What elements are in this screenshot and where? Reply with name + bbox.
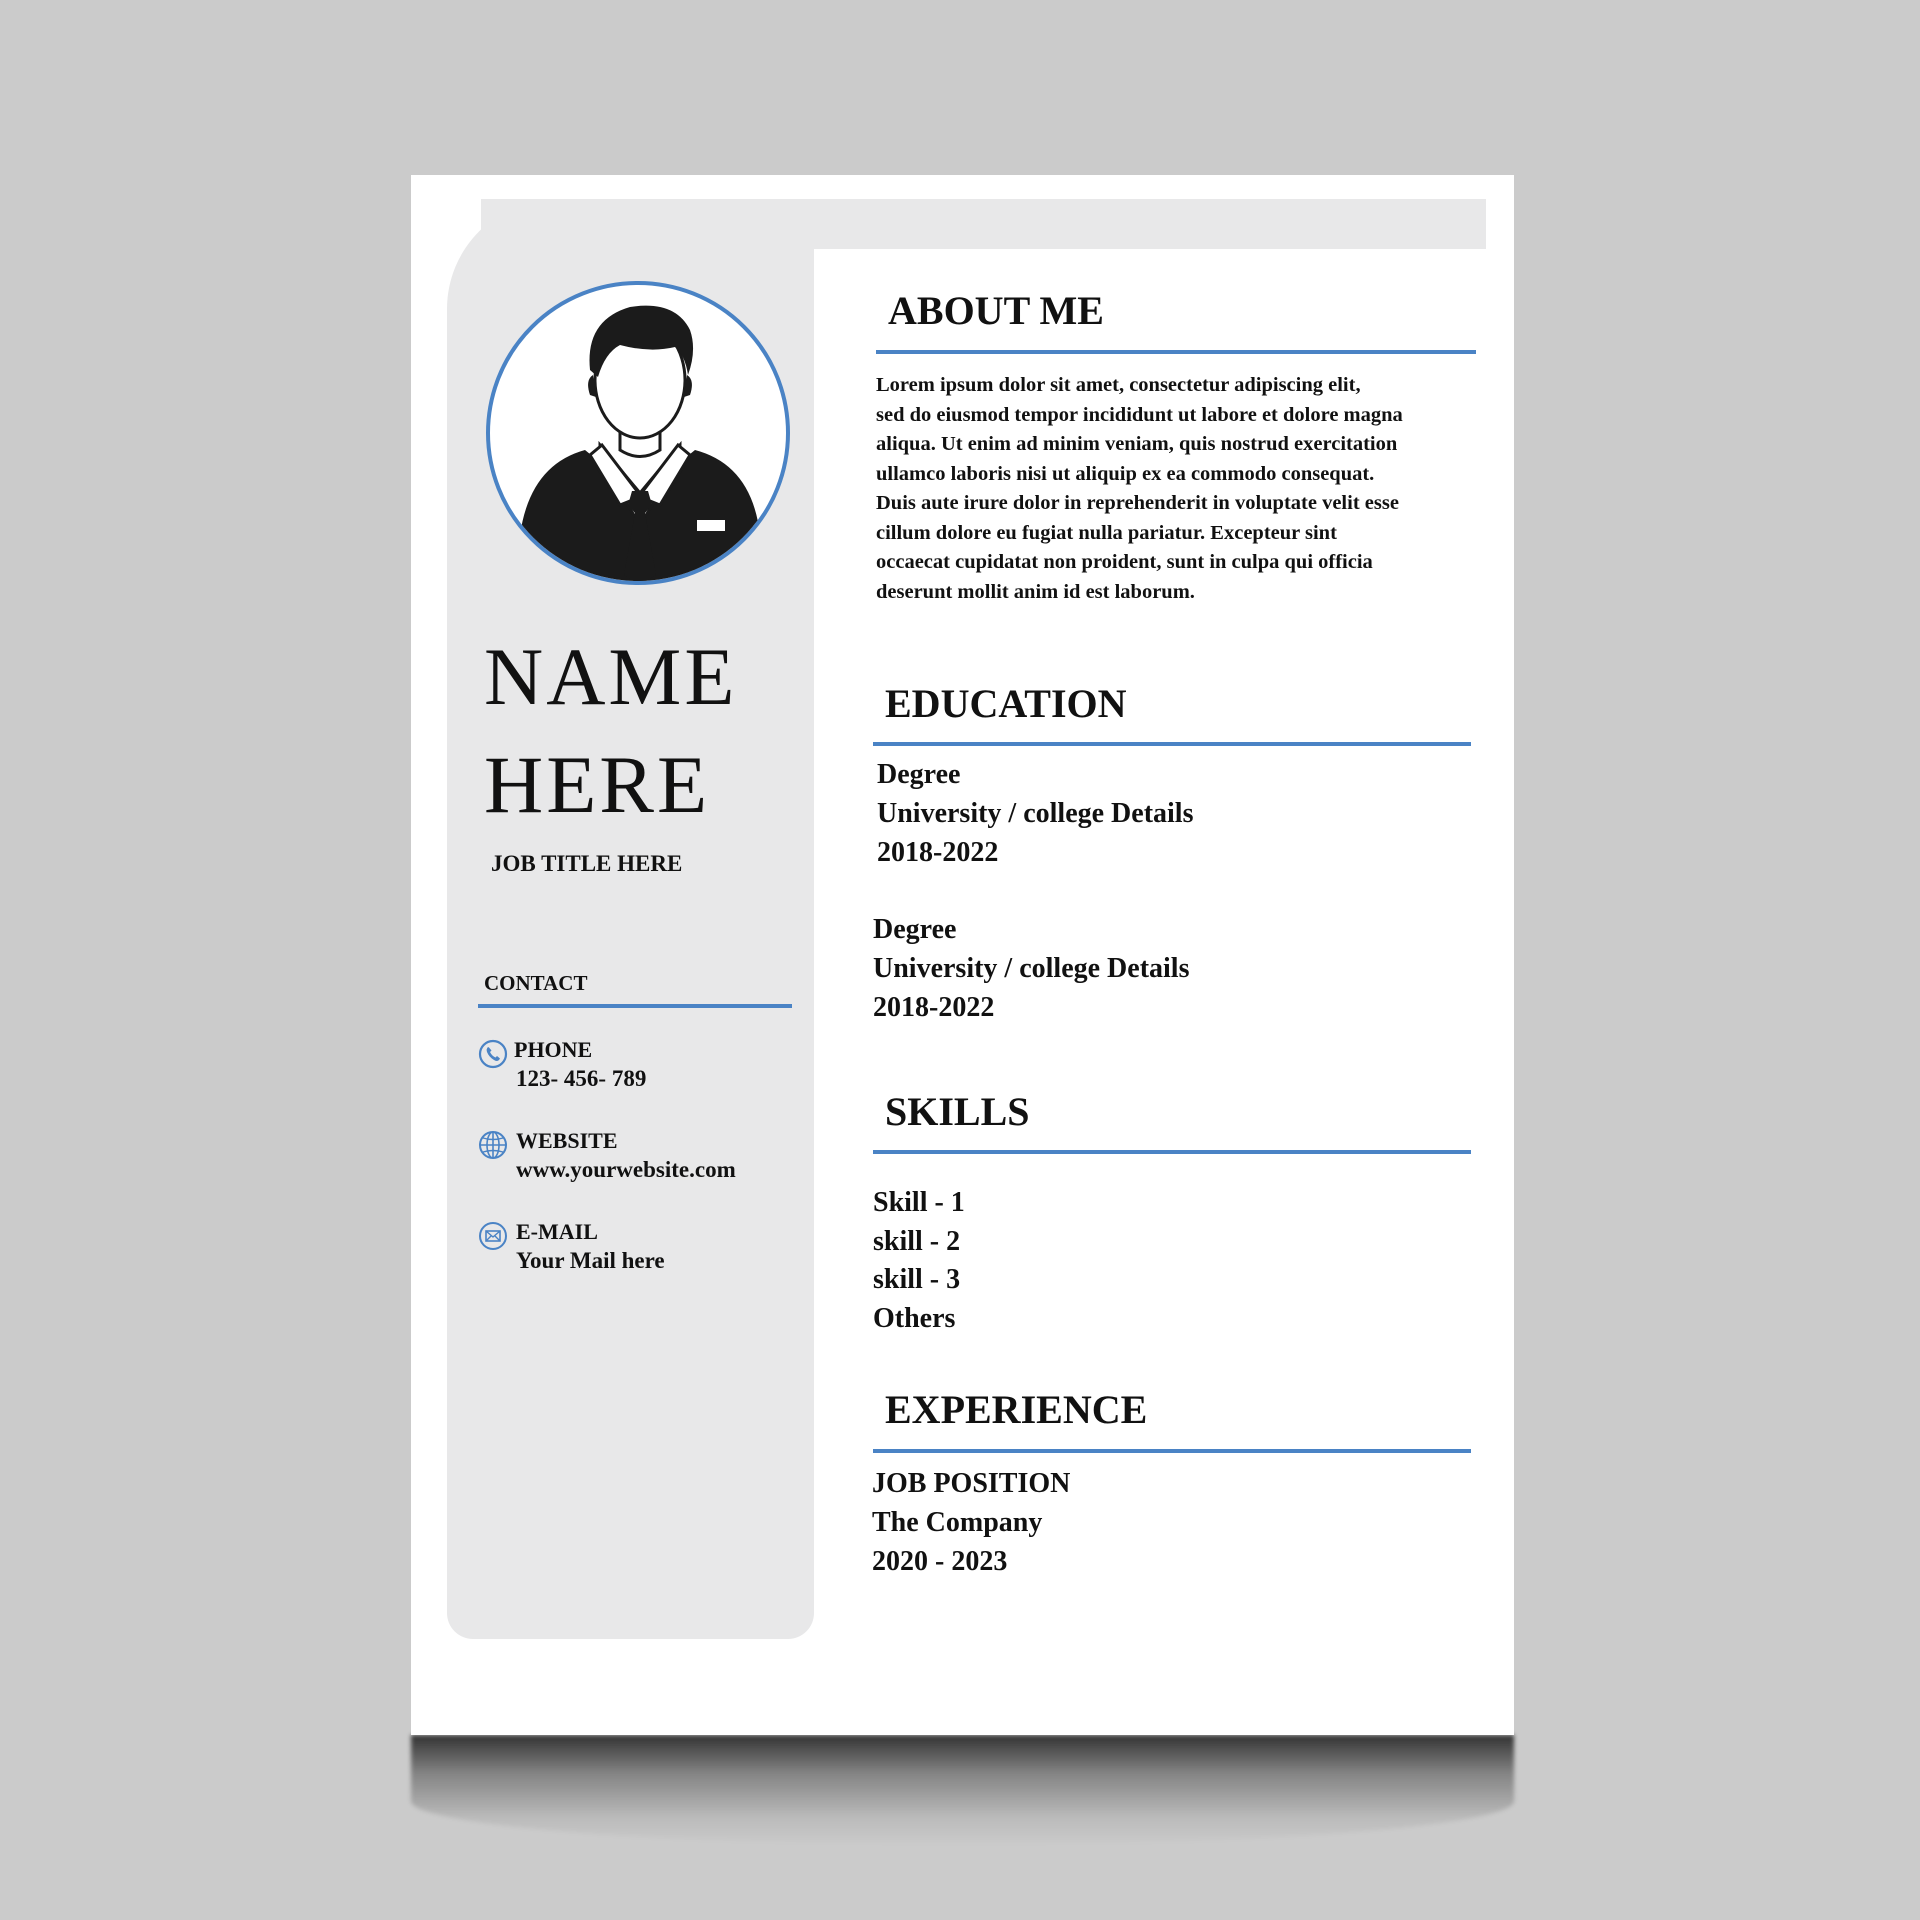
about-title: ABOUT ME — [888, 288, 1104, 333]
about-line: ullamco laboris nisi ut aliquip ex ea commodo consequat. — [876, 462, 1375, 485]
education-school: University / college Details — [877, 798, 1194, 829]
profile-photo — [486, 281, 790, 585]
education-school: University / college Details — [873, 953, 1190, 984]
experience-years: 2020 - 2023 — [872, 1546, 1008, 1577]
education-title: EDUCATION — [885, 681, 1127, 726]
about-line: Duis aute irure dolor in reprehenderit in voluptate velit esse — [876, 492, 1399, 514]
experience-company: The Company — [872, 1507, 1043, 1538]
skill-item: Others — [873, 1302, 956, 1334]
about-line: aliqua. Ut enim ad minim veniam, quis nostrud exercitation — [876, 433, 1398, 455]
about-text — [876, 371, 1506, 607]
about-line: Lorem ipsum dolor sit amet, consectetur adipiscing elit, — [876, 374, 1361, 396]
education-entry — [877, 755, 1193, 872]
contact-heading: CONTACT — [484, 971, 588, 995]
page-shadow — [411, 1735, 1514, 1845]
skills-divider — [873, 1150, 1471, 1154]
experience-entry — [872, 1464, 1070, 1581]
phone-icon — [478, 1039, 508, 1069]
email-label: E-MAIL — [516, 1219, 598, 1244]
job-title: JOB TITLE HERE — [491, 851, 683, 876]
phone-label: PHONE — [514, 1037, 593, 1062]
name-line-1: NAME — [484, 631, 738, 722]
globe-icon — [478, 1130, 508, 1160]
experience-title: EXPERIENCE — [885, 1387, 1148, 1432]
education-degree: Degree — [873, 914, 957, 945]
candidate-name — [484, 623, 737, 839]
skills-list — [873, 1184, 965, 1338]
website-value[interactable]: www.yourwebsite.com — [516, 1157, 736, 1182]
skill-item: Skill - 1 — [873, 1187, 965, 1218]
skill-item: skill - 3 — [873, 1264, 961, 1295]
about-divider — [876, 350, 1476, 354]
name-line-2: HERE — [484, 739, 711, 830]
about-line: deserunt mollit anim id est laborum. — [876, 580, 1195, 603]
experience-divider — [873, 1449, 1471, 1453]
about-line: occaecat cupidatat non proident, sunt in culpa qui officia — [876, 551, 1373, 573]
education-divider — [873, 742, 1471, 746]
mail-icon — [478, 1221, 508, 1251]
skill-item: skill - 2 — [873, 1225, 961, 1257]
website-label: WEBSITE — [516, 1128, 618, 1153]
email-value[interactable]: Your Mail here — [516, 1248, 665, 1273]
about-line: cillum dolore eu fugiat nulla pariatur. Excepteur sint — [876, 521, 1337, 544]
education-degree: Degree — [877, 759, 961, 790]
skills-title: SKILLS — [885, 1089, 1030, 1134]
experience-position: JOB POSITION — [872, 1468, 1071, 1499]
about-line: sed do eiusmod tempor incididunt ut labore et dolore magna — [876, 403, 1403, 426]
education-years: 2018-2022 — [877, 837, 999, 868]
phone-value: 123- 456- 789 — [516, 1066, 647, 1091]
education-years: 2018-2022 — [873, 992, 995, 1023]
education-entry — [873, 910, 1189, 1027]
contact-divider — [478, 1004, 792, 1008]
resume-page — [411, 175, 1514, 1735]
avatar-icon — [490, 285, 786, 581]
